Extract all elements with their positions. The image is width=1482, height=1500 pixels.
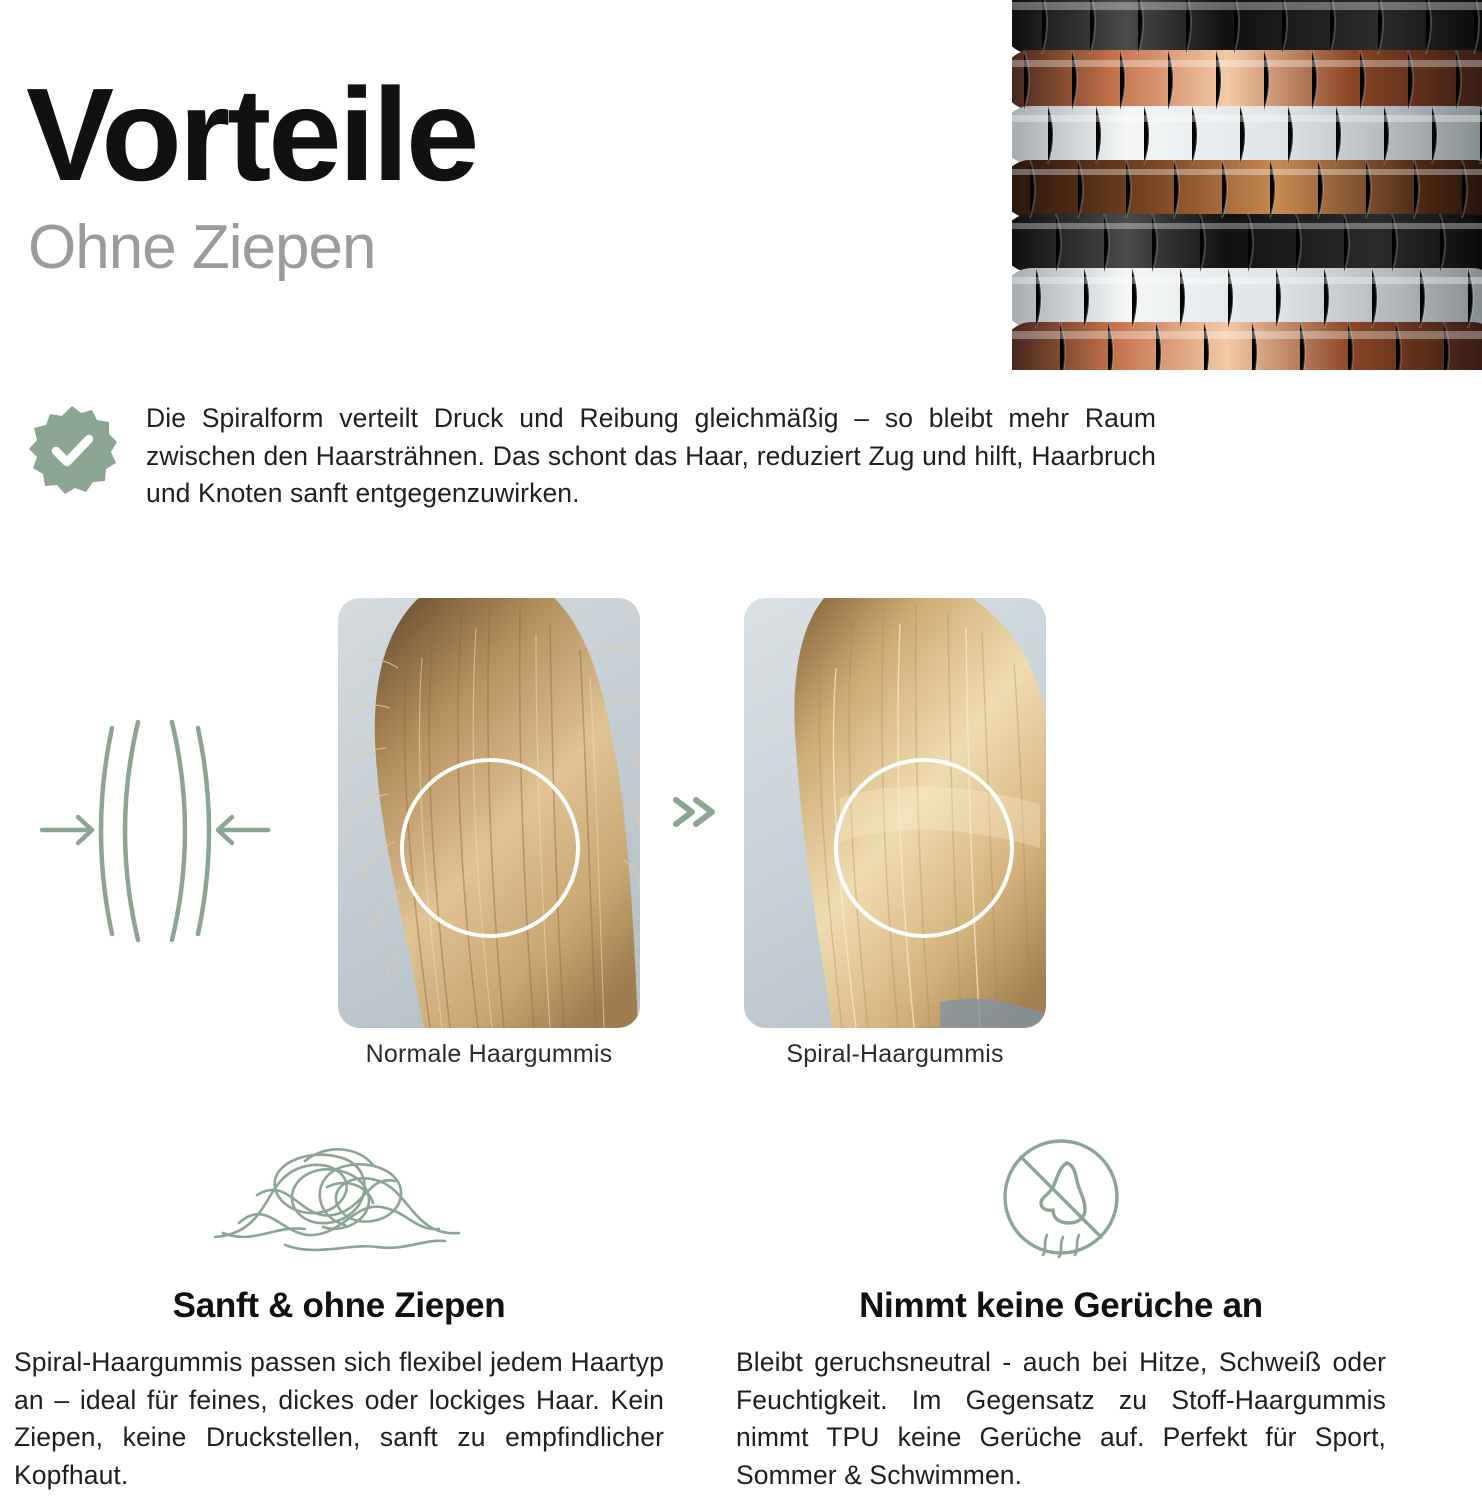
intro-section <box>26 400 1226 513</box>
photo-card-after <box>744 598 1046 1028</box>
page-subtitle: Ohne Ziepen <box>28 213 376 283</box>
feature-title: Sanft & ohne Ziepen <box>172 1286 506 1325</box>
comparison-section <box>0 598 1482 1098</box>
caption-before: Normale Haargummis <box>365 1040 613 1068</box>
feature-odorless <box>736 1120 1386 1495</box>
page-title: Vorteile <box>26 61 477 208</box>
tangled-knot-icon <box>14 1120 664 1280</box>
smooth-shiny-blonde-hair-photo <box>744 598 1046 1028</box>
feature-title: Nimmt keine Gerüche an <box>859 1286 1263 1325</box>
no-odor-nose-icon <box>736 1120 1386 1280</box>
damaged-frizzy-blonde-hair-photo <box>338 598 640 1028</box>
caption-after: Spiral-Haargummis <box>786 1040 1004 1068</box>
double-chevron-right-icon <box>668 790 720 834</box>
feature-body: Bleibt geruchsneutral - auch bei Hitze, Schweiß oder Feuchtigkeit. Im Gegensatz zu Stoff-Haargummis nimmt TPU keine Gerüche auf. Perfekt für Sport, Sommer & Schwimmen. <box>736 1347 1386 1490</box>
header <box>26 61 1026 283</box>
compression-arrows-icon <box>20 716 290 946</box>
check-badge-icon <box>26 404 118 496</box>
features-section <box>0 1120 1482 1500</box>
stacked-spiral-hair-ties-photo <box>1012 0 1482 400</box>
product-photo <box>1012 0 1482 400</box>
intro-text: Die Spiralform verteilt Druck und Reibung gleichmäßig – so bleibt mehr Raum zwischen den Haarsträhnen. Das schont das Haar, reduziert Zug und hilft, Haarbruch und Knoten sanft entgegenzuwirken. <box>146 403 1156 509</box>
photo-card-before <box>338 598 640 1028</box>
feature-gentle <box>14 1120 664 1495</box>
feature-body: Spiral-Haargummis passen sich flexibel jedem Haartyp an – ideal für feines, dickes oder lockiges Haar. Kein Ziepen, keine Druckstellen, sanft zu empfindlicher Kopfhaut. <box>14 1347 664 1490</box>
